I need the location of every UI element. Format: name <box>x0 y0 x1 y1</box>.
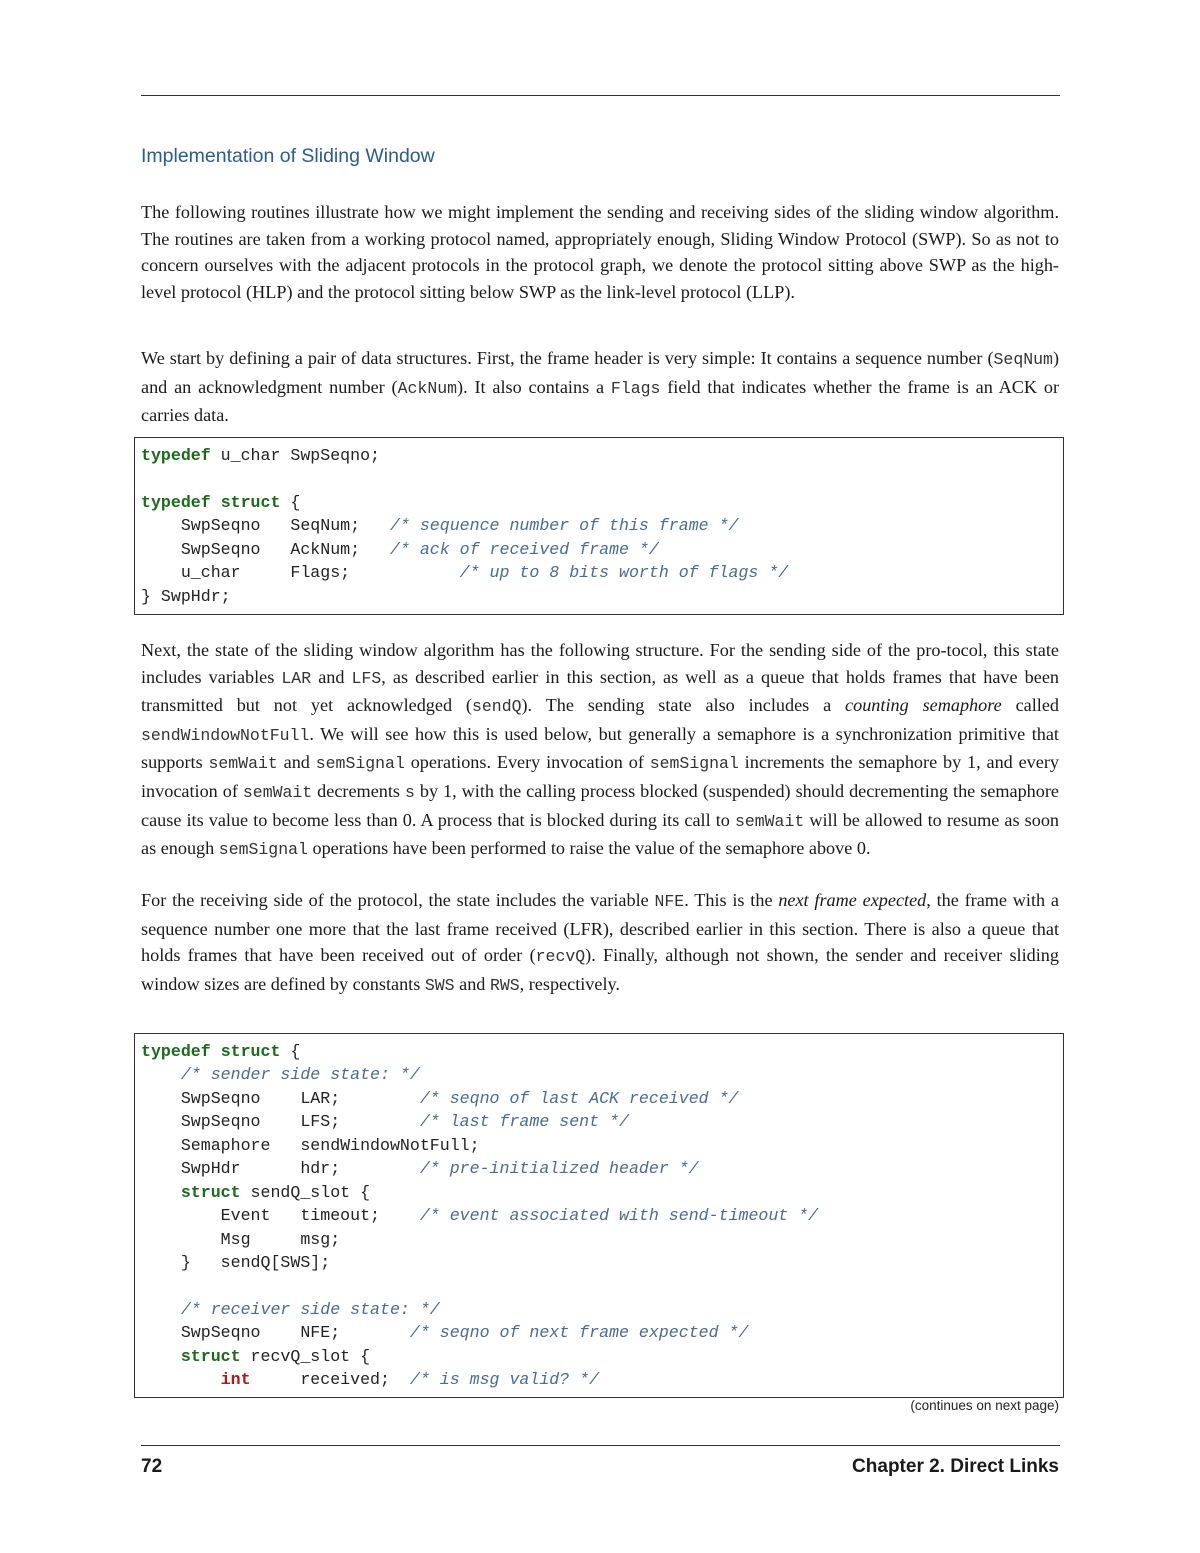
code-block-swpstate <box>134 1033 1064 1398</box>
footer-rule <box>141 1445 1060 1446</box>
code-flags: Flags <box>610 378 661 398</box>
page-number: 72 <box>141 1456 163 1477</box>
code-listing: typedef u_char SwpSeqno; typedef struct { SwpSeqno SeqNum; /* sequence number of this frame */ SwpSeqno AckNum; /* ack of received frame */ u_char Flags; /* up to 8 bits worth of flags */ } SwpHdr; <box>141 446 789 606</box>
chapter-title: Chapter 2. Direct Links <box>852 1456 1059 1477</box>
code-acknum: AckNum <box>397 378 458 398</box>
section-title: Implementation of Sliding Window <box>141 145 435 167</box>
paragraph-sender-state: Next, the state of the sliding window algorithm has the following structure. For the sending side of the pro-tocol, this state includes variables LAR and LFS, as described earlier in this section, as well as a queue that holds frames that have been transmitted but not yet acknowledged (sendQ). The sending state also includes a counting semaphore called sendWindowNotFull. We will see how this is used below, but generally a semaphore is a synchronization primitive that supports semWait and semSignal operations. Every invocation of semSignal increments the semaphore by 1, and every invocation of semWait decrements s by 1, with the calling process blocked (suspended) should decrementing the semaphore cause its value to become less than 0. A process that is blocked during its call to semWait will be allowed to resume as soon as enough semSignal operations have been performed to raise the value of the semaphore above 0. <box>141 640 1060 860</box>
paragraph-receiver-state: For the receiving side of the protocol, the state includes the variable NFE. This is the next frame expected, the frame with a sequence number one more that the last frame received (LFR), described earlier in this section. There is also a queue that holds frames that have been received out of order (recvQ). Finally, although not shown, the sender and receiver sliding window sizes are defined by constants SWS and RWS, respectively. <box>141 890 1060 995</box>
code-seqnum: SeqNum <box>993 350 1053 369</box>
continues-note: (continues on next page) <box>910 1398 1059 1413</box>
code-block-swphdr <box>134 437 1064 615</box>
code-listing: typedef struct { /* sender side state: */ SwpSeqno LAR; /* seqno of last ACK received */ SwpSeqno LFS; /* last frame sent */ Semaphore sendWindowNotFull; SwpHdr hdr; /* pre-initialized header */ struct sendQ_slot { Event timeout; /* event associated with send-timeout */ Msg msg; } sendQ[SWS]; /* receiver side state: */ SwpSeqno NFE; /* seqno of next frame expected */ struct recvQ_slot { int received; /* is msg valid? */ <box>141 1042 819 1390</box>
paragraph-intro: The following routines illustrate how we might implement the sending and receiving sides of the sliding window algorithm. The routines are taken from a working protocol named, appropriately enough, Sliding Window Protocol (SWP). So as not to concern ourselves with the adjacent protocols in the protocol graph, we denote the protocol sitting above SWP as the high-level protocol (HLP) and the protocol sitting below SWP as the link-level protocol (LLP). <box>141 202 1059 302</box>
header-rule <box>141 95 1060 96</box>
paragraph-frame-header: We start by defining a pair of data structures. First, the frame header is very simple: It contains a sequence number (SeqNum) and an acknowledgment number (AckNum). It also contains a Flags field that indicates whether the frame is an ACK or carries data. <box>141 348 1059 426</box>
